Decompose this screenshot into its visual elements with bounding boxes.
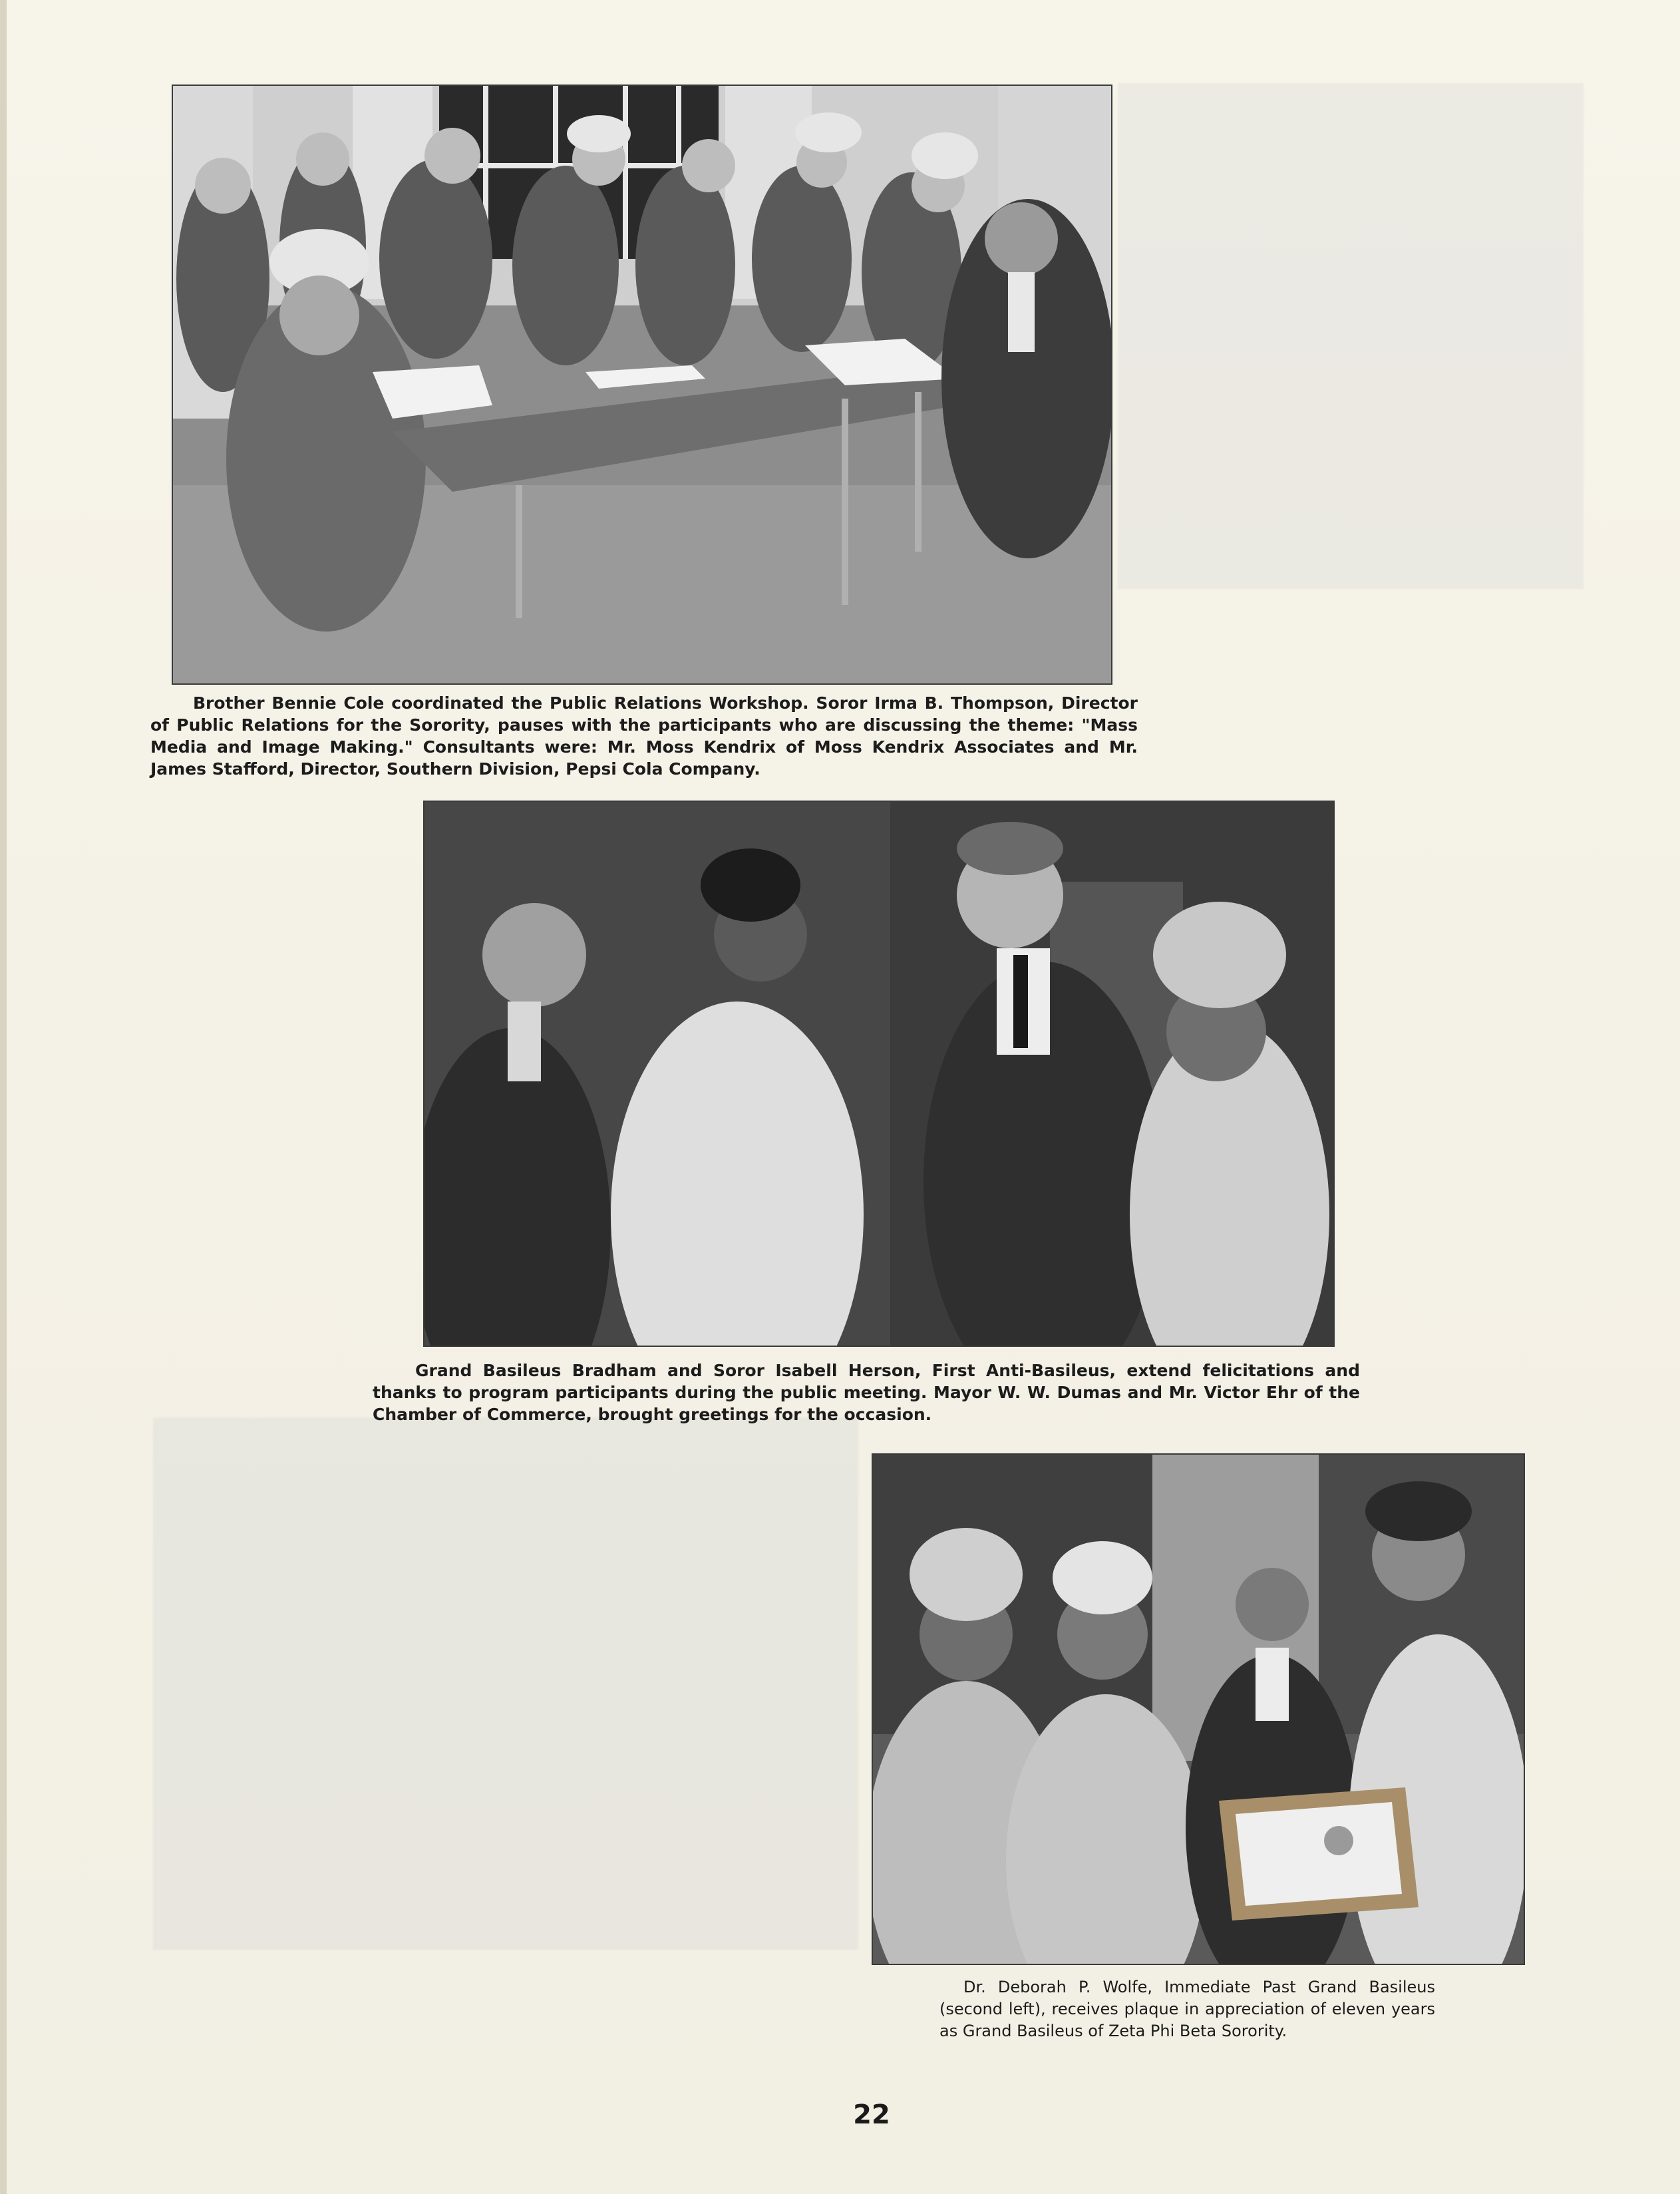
workshop-photo	[172, 85, 1112, 685]
bleed-through-top-right	[1118, 83, 1584, 589]
page-edge	[0, 0, 7, 2194]
public-meeting-caption-text: Grand Basileus Bradham and Soror Isabell Herson, First Anti-Basileus, extend felicitations and thanks to program participants during the public meeting. Mayor W. W. Dumas and Mr. Victor Ehr of the Chamber of Commerce, brought greetings for the occasion.	[373, 1361, 1360, 1424]
plaque-caption-text: Dr. Deborah P. Wolfe, Immediate Past Grand Basileus (second left), receives plaque in appreciation of eleven years as Grand Basileus of Zeta Phi Beta Sorority.	[939, 1978, 1435, 2040]
plaque-photo	[872, 1453, 1525, 1965]
plaque-caption	[939, 1976, 1435, 2042]
workshop-caption-text: Brother Bennie Cole coordinated the Public Relations Workshop. Soror Irma B. Thompson, Director of Public Relations for the Sorority, pauses with the participants who are discussing the theme: "Mass Media and Image Making." Consultants were: Mr. Moss Kendrix of Moss Kendrix Associates and Mr. James Stafford, Director, Southern Division, Pepsi Cola Company.	[150, 693, 1138, 779]
page-number: 22	[853, 2100, 890, 2130]
workshop-caption	[150, 692, 1138, 780]
public-meeting-photo	[423, 801, 1335, 1347]
bleed-through-left-block	[153, 1417, 858, 1950]
public-meeting-caption	[373, 1360, 1360, 1425]
